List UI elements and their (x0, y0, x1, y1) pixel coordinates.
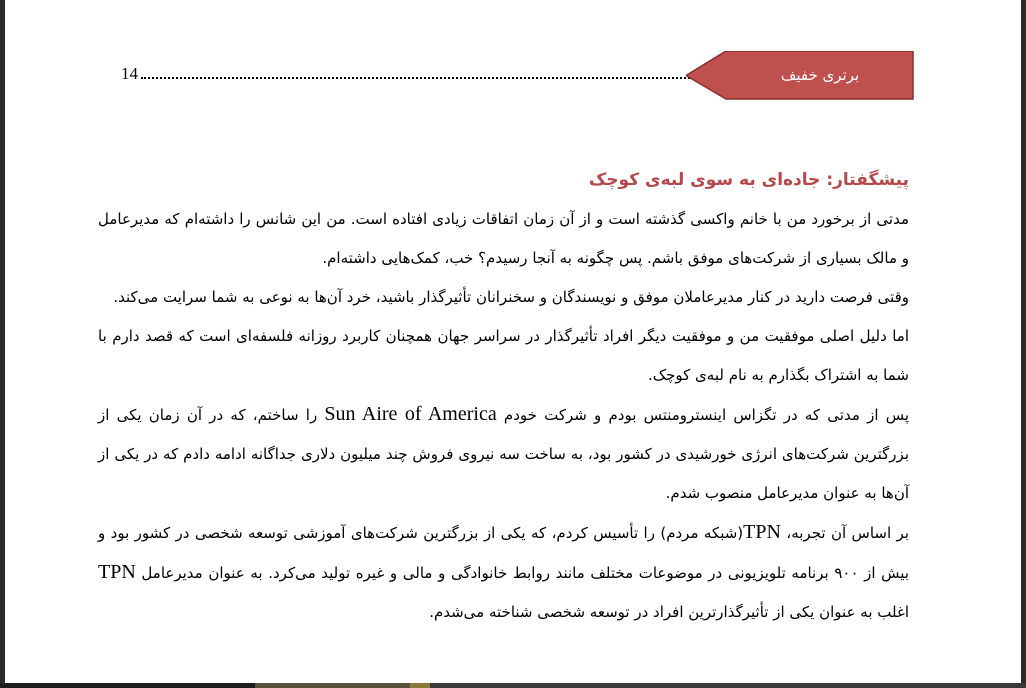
paragraph-text: (شبکه مردم) را تأسیس کردم، که یکی از بزرگترین شرکت‌های آموزشی توسعه شخصی در کشور بود و بیش از ۹۰۰ برنامه تلویزیونی در موضوعات مختلف مانند روابط خانوادگی و مالی و غیره تولید می‌کرد. به عنوان مدیرعامل (98, 524, 909, 582)
edge-segment (0, 683, 255, 688)
paragraph: مدتی از برخورد من با خانم واکسی گذشته است و از آن زمان اتفاقات زیادی افتاده است. من این شانس را داشته‌ام که مدیرعامل و مالک بسیاری از شرکت‌های موفق باشم. پس چگونه به آنجا رسیدم؟ خب، کمک‌هایی داشته‌ام. (98, 210, 909, 267)
paragraph-text: بر اساس آن تجربه، (780, 524, 909, 542)
paragraph: وقتی فرصت دارید در کنار مدیرعاملان موفق و نویسندگان و سخنرانان تأثیرگذار باشید، خرد آن‌ها به نوعی به شما سرایت می‌کند. (113, 288, 909, 306)
paragraph (98, 395, 909, 513)
header-dot-leader (141, 77, 693, 79)
paragraph: اما دلیل اصلی موفقیت من و موفقیت دیگر افراد تأثیرگذار در سراسر جهان همچنان کاربرد روزانه فلسفه‌ای است که قصد دارم با شما به اشتراک بگذارم به نام لبه‌ی کوچک. (98, 327, 909, 384)
paragraph (98, 513, 909, 632)
company-name: Sun Aire of America (324, 403, 497, 425)
edge-segment (410, 683, 430, 688)
page-number: 14 (121, 64, 138, 83)
section-title: برتری خفیف (780, 66, 860, 84)
company-acronym: TPN (98, 561, 136, 583)
page-content (98, 160, 909, 632)
section-title-banner (686, 51, 914, 100)
page-bottom-edge (0, 683, 1026, 688)
paragraph-text: را ساختم، که در آن زمان یکی از بزرگترین شرکت‌های انرژی خورشیدی در کشور بود، به ساخت سه نیروی فروش چند میلیون دلاری جداگانه ادامه دادم که در یکی از آن‌ها به عنوان مدیرعامل منصوب شدم. (98, 406, 909, 502)
company-acronym: TPN (743, 521, 781, 543)
chapter-heading: پیشگفتار: جاده‌ای به سوی لبه‌ی کوچک (588, 170, 909, 190)
paragraph-text: اغلب به عنوان یکی از تأثیرگذارترین افراد در توسعه شخصی شناخته می‌شدم. (429, 603, 909, 621)
edge-segment (430, 683, 1026, 688)
document-page (5, 0, 1021, 688)
paragraph-text: پس از مدتی که در تگزاس اینسترومنتس بودم و شرکت خودم (496, 406, 909, 424)
edge-segment (255, 683, 410, 688)
